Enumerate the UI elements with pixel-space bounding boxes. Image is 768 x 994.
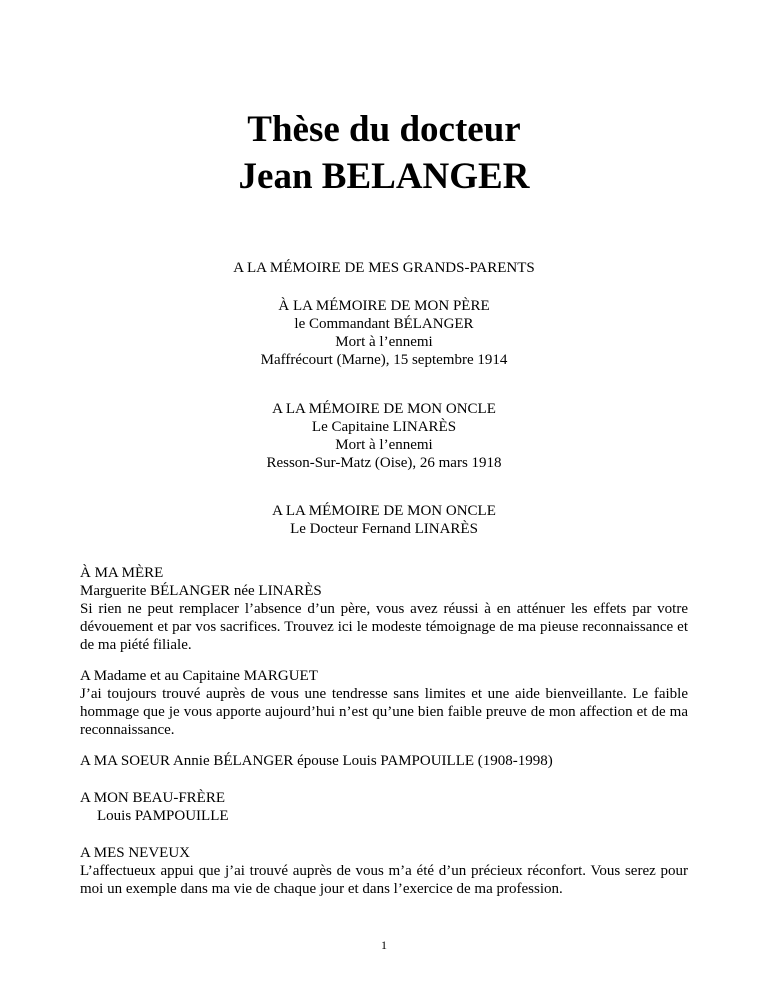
dedication-line: A LA MÉMOIRE DE MES GRANDS-PARENTS	[233, 260, 535, 276]
dedication-heading: A MA SOEUR Annie BÉLANGER épouse Louis PAMPOUILLE (1908-1998)	[80, 753, 553, 769]
title-line-2: Jean BELANGER	[238, 156, 530, 197]
dedication-heading: À MA MÈRE	[80, 565, 164, 581]
dedication-text: L’affectueux appui que j’ai trouvé auprès de vous m’a été d’un précieux réconfort. Vous serez pour moi un exemple dans ma vie de chaque jour et dans l’exercice de ma profession.	[80, 863, 688, 897]
title-line-1: Thèse du docteur	[247, 109, 521, 150]
dedication-text: J’ai toujours trouvé auprès de vous une tendresse sans limites et une aide bienveillante. Le faible hommage que je vous apporte aujourd’hui n’est qu’une bien faible preuve de mon affection et de ma reconnaissance.	[80, 686, 688, 738]
dedication-grands-parents	[0, 259, 768, 277]
dedication-line: le Commandant BÉLANGER	[294, 316, 474, 332]
dedication-beau-frere	[80, 789, 688, 825]
document-title	[0, 106, 768, 200]
dedication-line: Mort à l’ennemi	[335, 334, 433, 350]
dedication-line: Le Docteur Fernand LINARÈS	[290, 521, 478, 537]
dedication-line: À LA MÉMOIRE DE MON PÈRE	[278, 298, 490, 314]
dedication-line: Le Capitaine LINARÈS	[311, 419, 457, 435]
dedication-heading: A MES NEVEUX	[80, 845, 191, 861]
dedication-line: Mort à l’ennemi	[335, 437, 433, 453]
dedication-mere	[80, 564, 688, 654]
dedication-pere	[0, 297, 768, 369]
dedication-line: A LA MÉMOIRE DE MON ONCLE	[272, 401, 496, 417]
dedication-line: Resson-Sur-Matz (Oise), 26 mars 1918	[266, 455, 502, 471]
dedication-oncle-docteur	[0, 502, 768, 538]
dedication-neveux	[80, 844, 688, 898]
dedication-marguet	[80, 667, 688, 739]
dedication-text: Si rien ne peut remplacer l’absence d’un père, vous avez réussi à en atténuer les effets par votre dévouement et par vos sacrifices. Trouvez ici le modeste témoignage de ma pieuse reconnaissance et de ma piété filiale.	[80, 601, 688, 653]
dedication-soeur	[80, 752, 688, 770]
dedication-name: Louis PAMPOUILLE	[97, 808, 229, 824]
dedication-heading: A MON BEAU-FRÈRE	[80, 790, 226, 806]
dedication-heading: A Madame et au Capitaine MARGUET	[80, 668, 318, 684]
dedication-name: Marguerite BÉLANGER née LINARÈS	[80, 583, 322, 599]
dedication-line: Maffrécourt (Marne), 15 septembre 1914	[260, 352, 508, 368]
dedication-oncle-capitaine	[0, 400, 768, 472]
page-number: 1	[381, 938, 387, 952]
dedication-line: A LA MÉMOIRE DE MON ONCLE	[272, 503, 496, 519]
